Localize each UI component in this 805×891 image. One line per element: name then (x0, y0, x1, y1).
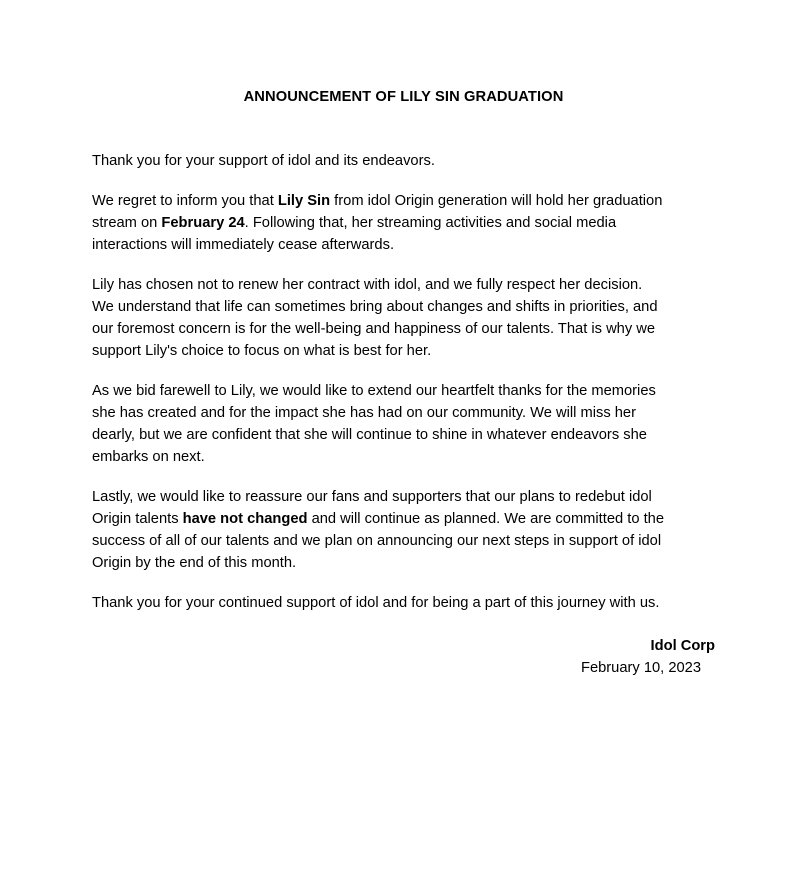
text-run: . Following that, her streaming activities and social media (244, 215, 617, 231)
text-line (92, 150, 715, 172)
text-run: she has created and for the impact she has had on our community. We will miss her (92, 405, 636, 421)
paragraph (92, 486, 715, 574)
text-line (92, 552, 715, 574)
signature-company: Idol Corp (650, 638, 715, 654)
paragraph (92, 190, 715, 256)
text-run: success of all of our talents and we plan on announcing our next steps in support of idol (92, 533, 662, 549)
text-run: our foremost concern is for the well-being and happiness of our talents. That is why we (92, 321, 656, 337)
text-line (92, 508, 715, 530)
text-run: Thank you for your support of idol and its endeavors. (92, 153, 435, 169)
text-run: Lily has chosen not to renew her contract with idol, and we fully respect her decision. (92, 277, 643, 293)
bold-text-run: February 24 (161, 215, 245, 231)
text-line (92, 530, 715, 552)
document-body (92, 150, 715, 614)
text-line (92, 446, 715, 468)
signature-block (92, 635, 715, 679)
text-line (92, 296, 715, 318)
text-run: Origin talents (92, 511, 183, 527)
text-run: Lastly, we would like to reassure our fans and supporters that our plans to redebut idol (92, 489, 652, 505)
text-run: interactions will immediately cease afterwards. (92, 237, 395, 253)
bold-text-run: have not changed (182, 511, 308, 527)
document-title: ANNOUNCEMENT OF LILY SIN GRADUATION (243, 89, 564, 105)
text-run: embarks on next. (92, 449, 205, 465)
text-line (92, 190, 715, 212)
text-line (92, 234, 715, 256)
text-line (92, 318, 715, 340)
text-line (92, 592, 715, 614)
text-line (92, 274, 715, 296)
paragraph (92, 150, 715, 172)
paragraph (92, 592, 715, 614)
text-run: We understand that life can sometimes bring about changes and shifts in priorities, and (92, 299, 658, 315)
text-run: support Lily's choice to focus on what is best for her. (92, 343, 432, 359)
paragraph (92, 274, 715, 362)
text-run: and will continue as planned. We are committed to the (307, 511, 665, 527)
text-run: Origin by the end of this month. (92, 555, 297, 571)
bold-text-run: Lily Sin (277, 193, 331, 209)
text-run: stream on (92, 215, 162, 231)
text-run: We regret to inform you that (92, 193, 278, 209)
signature-date: February 10, 2023 (580, 660, 701, 676)
text-line (92, 424, 715, 446)
text-line (92, 380, 715, 402)
text-run: Thank you for your continued support of idol and for being a part of this journey with us. (92, 595, 660, 611)
text-run: As we bid farewell to Lily, we would like to extend our heartfelt thanks for the memories (92, 383, 656, 399)
text-line (92, 486, 715, 508)
text-run: dearly, but we are confident that she will continue to shine in whatever endeavors she (92, 427, 647, 443)
text-line (92, 212, 715, 234)
text-line (92, 340, 715, 362)
paragraph (92, 380, 715, 468)
text-run: from idol Origin generation will hold her graduation (330, 193, 663, 209)
text-line (92, 402, 715, 424)
